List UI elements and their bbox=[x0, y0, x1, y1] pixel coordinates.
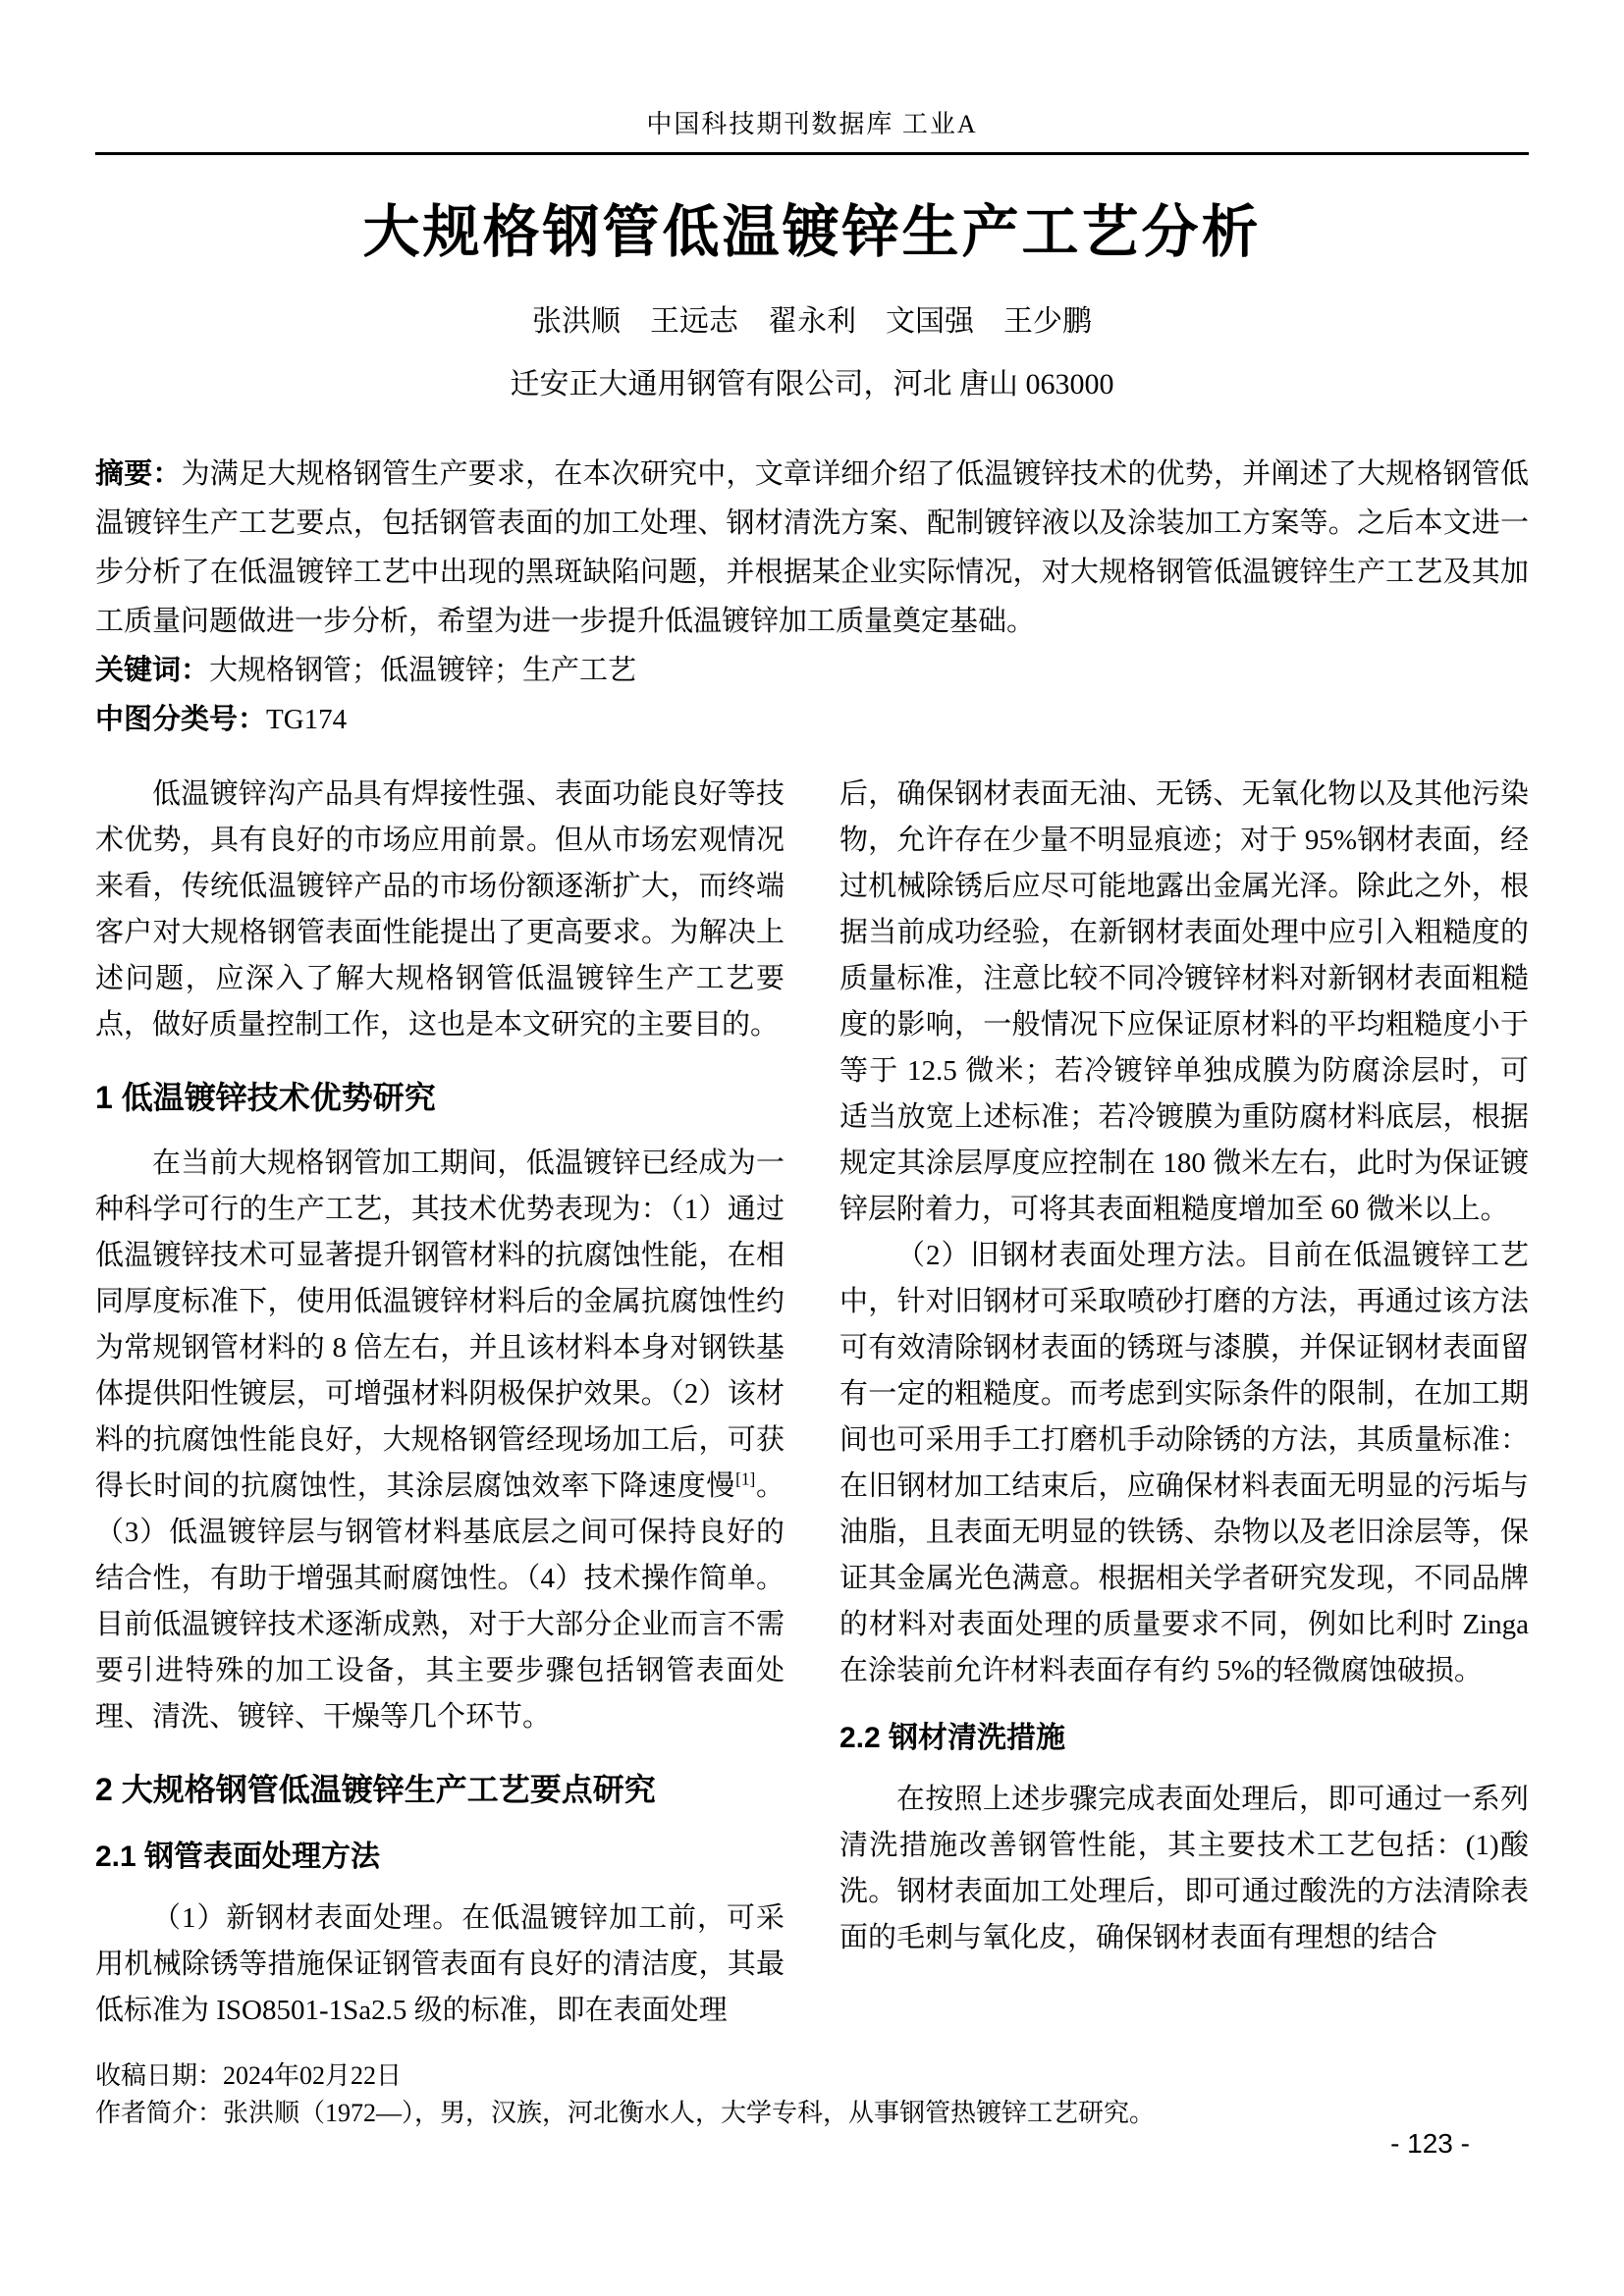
section-1-paragraph bbox=[95, 1141, 785, 1740]
citation-ref-1: [1] bbox=[735, 1468, 756, 1489]
keywords-paragraph bbox=[95, 646, 1529, 695]
article-title: 大规格钢管低温镀锌生产工艺分析 bbox=[362, 200, 1262, 264]
received-date-label: 收稿日期： bbox=[95, 2061, 224, 2090]
left-column bbox=[95, 772, 785, 2034]
section-2-1-paragraph-continued: 后，确保钢材表面无油、无锈、无氧化物以及其他污染物，允许存在少量不明显痕迹；对于 95%钢材表面，经过机械除锈后应尽可能地露出金属光泽。除此之外，根据当前成功经验，在新钢材表面处理中应引入粗糙度的质量标准，注意比较不同冷镀锌材料对新钢材表面粗糙度的影响，一般情况下应保证原材料的平均粗糙度小于等于 12.5 微米；若冷镀锌单独成膜为防腐涂层时，可适当放宽上述标准；若冷镀膜为重防腐材料底层，根据规定其涂层厚度应控制在 180 微米左右，此时为保证镀锌层附着力，可将其表面粗糙度增加至 60 微米以上。 bbox=[839, 778, 1529, 1225]
received-date-value: 2024年02月22日 bbox=[223, 2061, 403, 2090]
clc-paragraph bbox=[95, 695, 1529, 744]
section-2-1-paragraph: （1）新钢材表面处理。在低温镀锌加工前，可采用机械除锈等措施保证钢管表面有良好的清洁度，其最低标准为 ISO8501-1Sa2.5 级的标准，即在表面处理 bbox=[95, 1902, 785, 2026]
header-divider bbox=[95, 152, 1529, 155]
author-bio-line bbox=[95, 2095, 1529, 2132]
author-bio-text: 张洪顺（1972—），男，汉族，河北衡水人，大学专科，从事钢管热镀锌工艺研究。 bbox=[223, 2099, 1156, 2127]
section-2-1-heading: 2.1 钢管表面处理方法 bbox=[95, 1841, 381, 1873]
right-column bbox=[839, 772, 1529, 2034]
clc-text: TG174 bbox=[266, 704, 348, 735]
section-2-heading: 2 大规格钢管低温镀锌生产工艺要点研究 bbox=[95, 1772, 656, 1807]
section-2-2-heading: 2.2 钢材清洗措施 bbox=[839, 1722, 1066, 1754]
abstract-paragraph bbox=[95, 450, 1529, 646]
keywords-text: 大规格钢管；低温镀锌；生产工艺 bbox=[209, 655, 637, 686]
section-2-2-paragraph: 在按照上述步骤完成表面处理后，即可通过一系列清洗措施改善钢管性能，其主要技术工艺包括：(1)酸洗。钢材表面加工处理后，即可通过酸洗的方法清除表面的毛刺与氧化皮，确保钢材表面有理想的结合 bbox=[839, 1784, 1529, 1953]
affiliation-line: 迁安正大通用钢管有限公司，河北 唐山 063000 bbox=[510, 368, 1114, 400]
intro-paragraph: 低温镀锌沟产品具有焊接性强、表面功能良好等技术优势，具有良好的市场应用前景。但从市场宏观情况来看，传统低温镀锌产品的市场份额逐渐扩大，而终端客户对大规格钢管表面性能提出了更高要求。为解决上述问题，应深入了解大规格钢管低温镀锌生产工艺要点，做好质量控制工作，这也是本文研究的主要目的。 bbox=[95, 778, 785, 1041]
abstract-label: 摘要： bbox=[95, 458, 182, 490]
article-meta bbox=[95, 450, 1529, 744]
keywords-label: 关键词： bbox=[95, 655, 210, 686]
footnote-block bbox=[95, 2057, 1529, 2132]
author-bio-label: 作者简介： bbox=[95, 2099, 224, 2127]
body-columns bbox=[95, 772, 1529, 2034]
page-number: - 123 - bbox=[1390, 2128, 1470, 2159]
received-date-line bbox=[95, 2057, 1529, 2095]
old-steel-treatment-paragraph: （2）旧钢材表面处理方法。目前在低温镀锌工艺中，针对旧钢材可采取喷砂打磨的方法，再通过该方法可有效清除钢材表面的锈斑与漆膜，并保证钢材表面留有一定的粗糙度。而考虑到实际条件的限制，在加工期间也可采用手工打磨机手动除锈的方法，其质量标准：在旧钢材加工结束后，应确保材料表面无明显的污垢与油脂，且表面无明显的铁锈、杂物以及老旧涂层等，保证其金属光色满意。根据相关学者研究发现，不同品牌的材料对表面处理的质量要求不同，例如比利时 Zinga 在涂装前允许材料表面存有约 5%的轻微腐蚀破损。 bbox=[839, 1240, 1529, 1686]
authors-line: 张洪顺 王远志 翟永利 文国强 王少鹏 bbox=[532, 305, 1092, 338]
section-1-text-before-ref: 在当前大规格钢管加工期间，低温镀锌已经成为一种科学可行的生产工艺，其技术优势表现为：（1）通过低温镀锌技术可显著提升钢管材料的抗腐蚀性能，在相同厚度标准下，使用低温镀锌材料后的金属抗腐蚀性约为常规钢管材料的 8 倍左右，并且该材料本身对钢铁基体提供阳性镀层，可增强材料阴极保护效果。（2）该材料的抗腐蚀性能良好，大规格钢管经现场加工后，可获得长时间的抗腐蚀性，其涂层腐蚀效率下降速度慢 bbox=[95, 1148, 785, 1502]
abstract-text: 为满足大规格钢管生产要求，在本次研究中，文章详细介绍了低温镀锌技术的优势，并阐述了大规格钢管低温镀锌生产工艺要点，包括钢管表面的加工处理、钢材清洗方案、配制镀锌液以及涂装加工方案等。之后本文进一步分析了在低温镀锌工艺中出现的黑斑缺陷问题，并根据某企业实际情况，对大规格钢管低温镀锌生产工艺及其加工质量问题做进一步分析，希望为进一步提升低温镀锌加工质量奠定基础。 bbox=[95, 458, 1529, 637]
section-1-heading: 1 低温镀锌技术优势研究 bbox=[95, 1080, 436, 1115]
clc-label: 中图分类号： bbox=[95, 704, 267, 735]
section-1-text-after-ref: 。（3）低温镀锌层与钢管材料基底层之间可保持良好的结合性，有助于增强其耐腐蚀性。（4）技术操作简单。目前低温镀锌技术逐渐成熟，对于大部分企业而言不需要引进特殊的加工设备，其主要步骤包括钢管表面处理、清洗、镀锌、干燥等几个环节。 bbox=[95, 1470, 785, 1733]
journal-header: 中国科技期刊数据库 工业A bbox=[646, 110, 978, 138]
page-content bbox=[95, 0, 1529, 2034]
